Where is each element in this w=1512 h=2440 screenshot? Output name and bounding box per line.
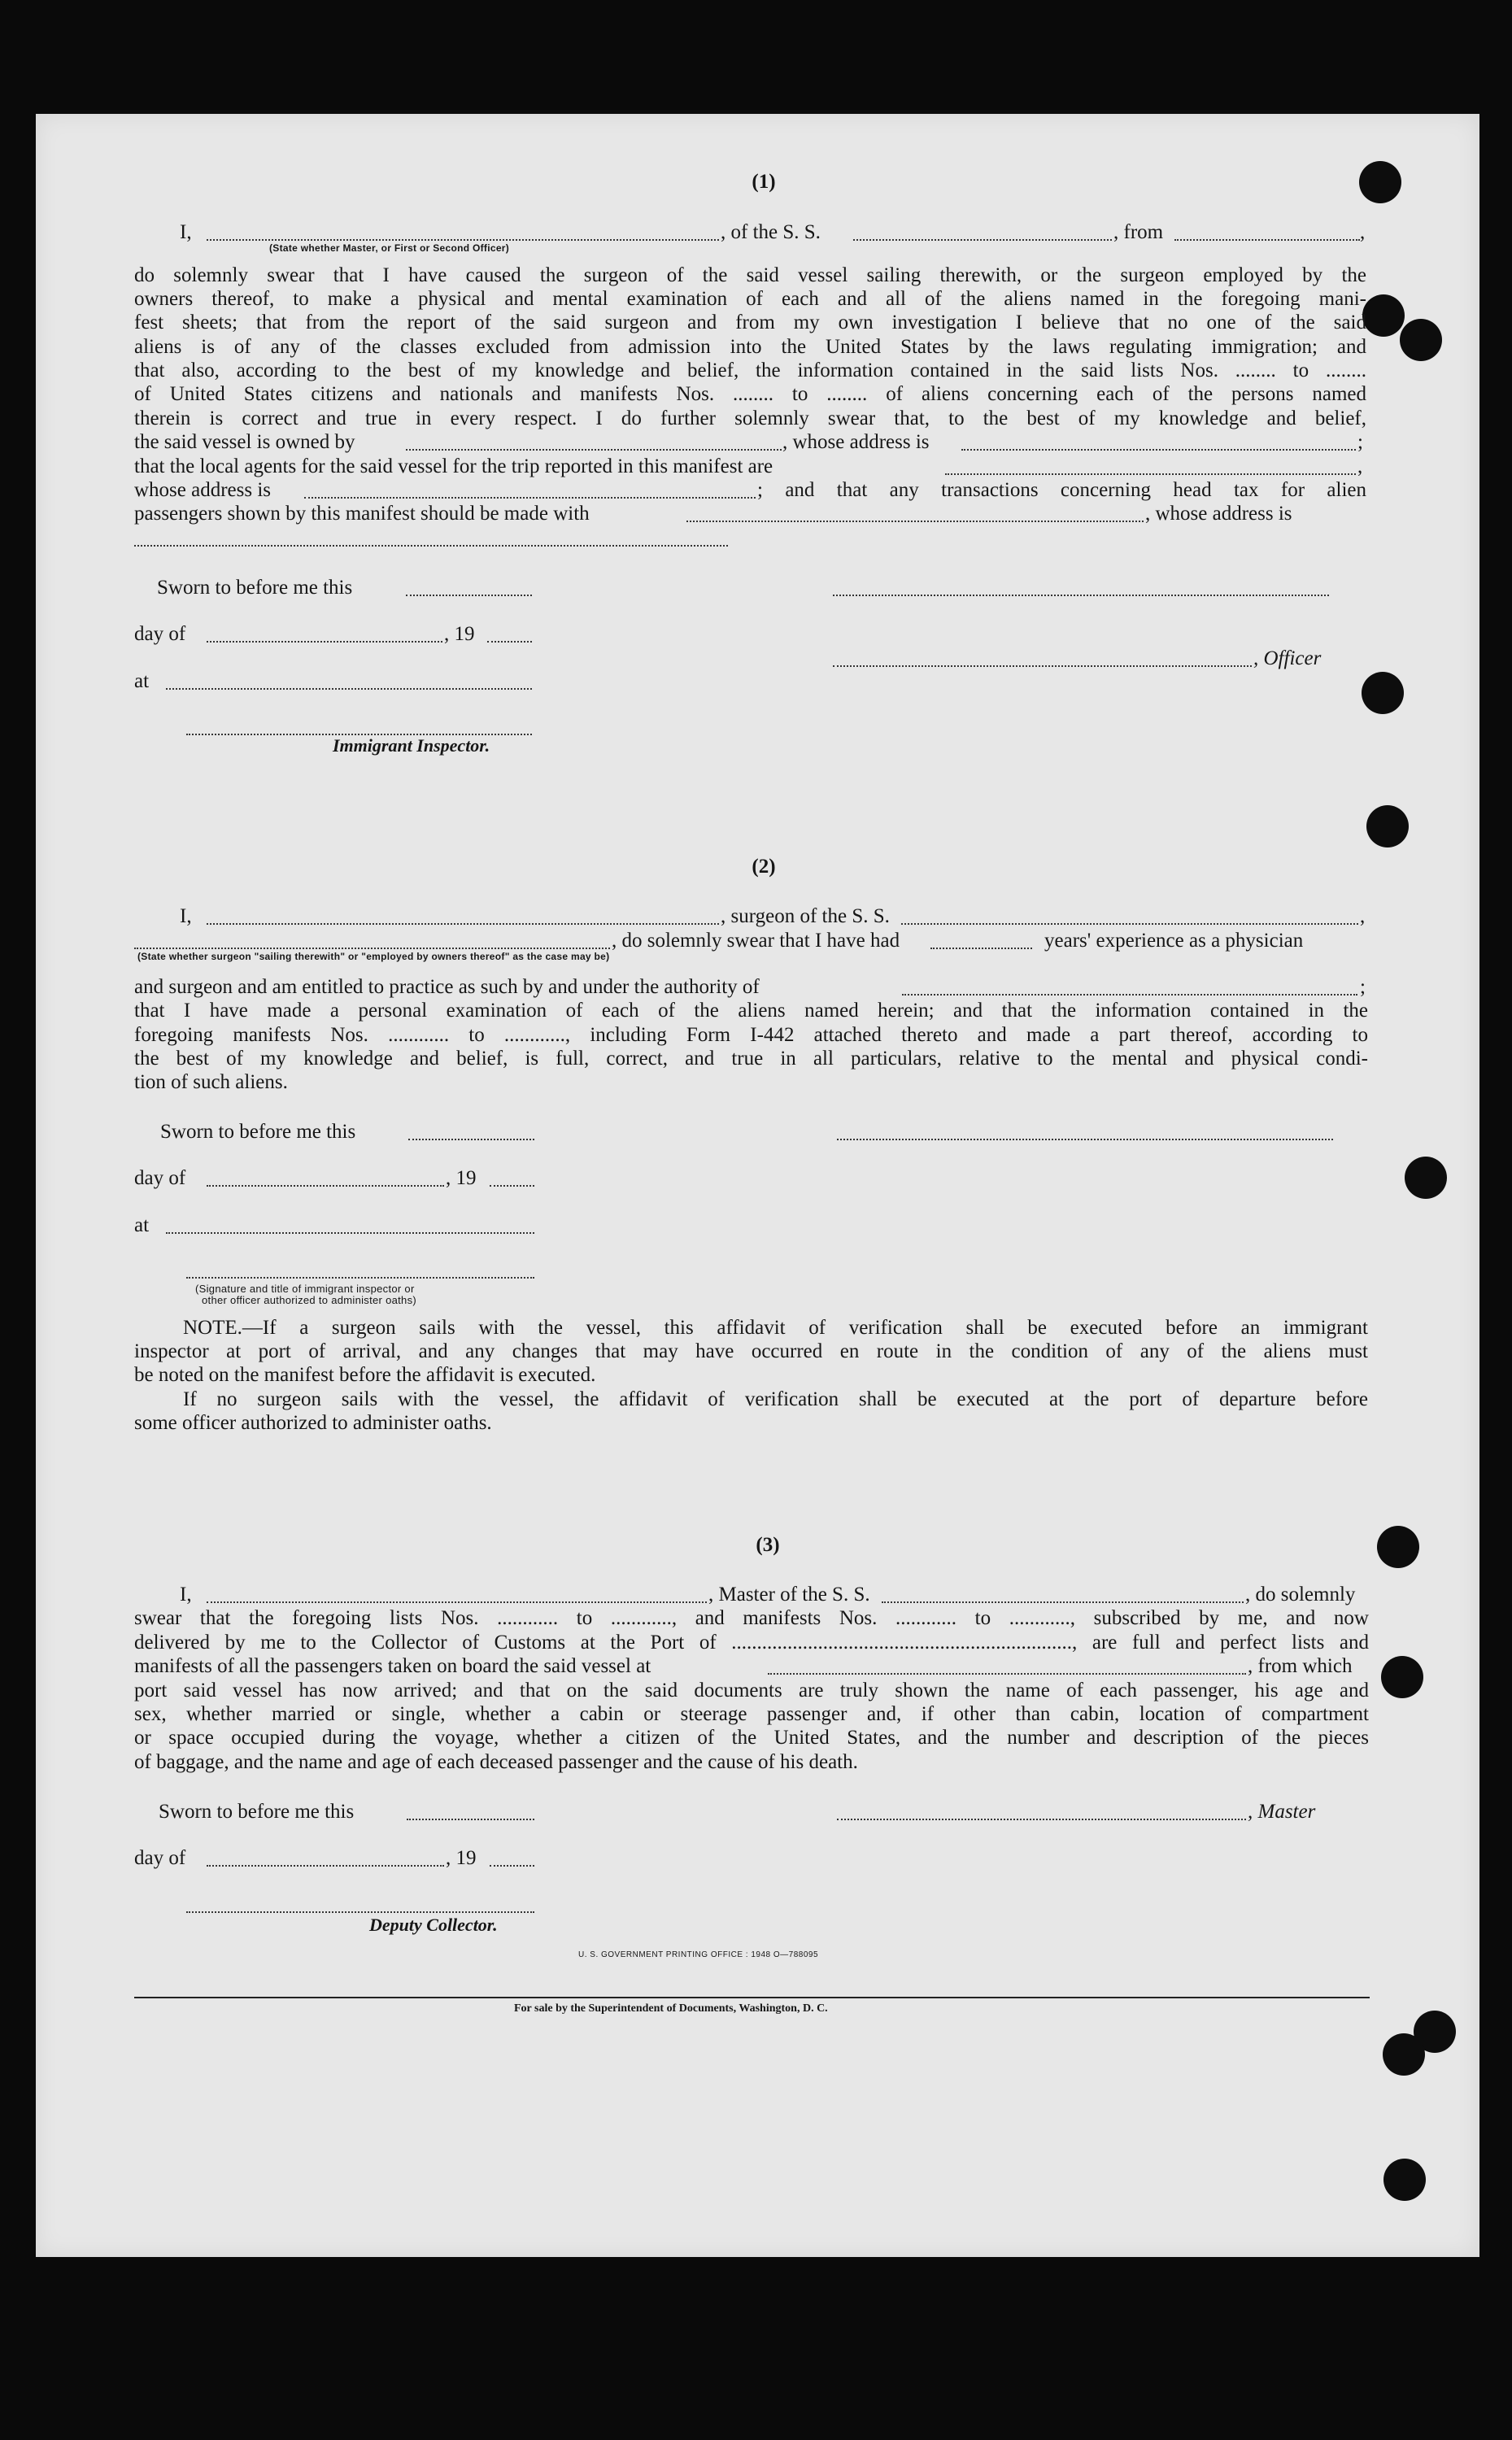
fill-in-line <box>901 923 1358 925</box>
text: , 19 <box>444 623 475 645</box>
text: Sworn to before me this <box>157 577 353 599</box>
punch-hole <box>1359 161 1401 203</box>
section-number: (3) <box>756 1534 780 1556</box>
text: whose address is <box>134 479 272 501</box>
field-note: (State whether surgeon "sailing therewith" or "employed by owners thereof" as the case may be) <box>137 951 610 962</box>
punch-hole <box>1377 1526 1419 1568</box>
text: , whose address is <box>1145 503 1292 525</box>
punch-hole <box>1381 1656 1423 1698</box>
paragraph-line: tion of such aliens. <box>134 1071 288 1093</box>
paragraph-line: therein is correct and true in every respect. I do further solemnly swear that, to the best of my knowledge and belief, <box>134 407 1366 429</box>
signature-caption: Immigrant Inspector. <box>333 735 490 756</box>
text: , whose address is <box>782 431 930 453</box>
signature-caption: (Signature and title of immigrant inspector or <box>195 1283 415 1295</box>
paragraph-line: of United States citizens and nationals and manifests Nos. ........ to ........ of aliens concerning each of the persons named <box>134 383 1366 405</box>
text: at <box>134 670 150 692</box>
fill-in-line <box>134 948 610 949</box>
section-number: (2) <box>752 856 776 878</box>
text: , 19 <box>446 1847 477 1869</box>
signature-line <box>186 1277 534 1279</box>
paragraph-line: swear that the foregoing lists Nos. ............ to ............, and manifests Nos. ............ to ............, subscribed by me, and now <box>134 1607 1369 1629</box>
text: , Officer <box>1253 647 1322 669</box>
fill-in-line <box>768 1673 1246 1675</box>
footer-rule <box>134 1997 1370 1998</box>
fill-in-line <box>961 449 1356 451</box>
signature-line <box>833 665 1252 667</box>
fill-in-line <box>490 1185 534 1187</box>
text: at <box>134 1214 150 1236</box>
printer-imprint: U. S. GOVERNMENT PRINTING OFFICE : 1948 O—788095 <box>578 1950 819 1959</box>
text: ; <box>1357 431 1363 453</box>
paragraph-line: sex, whether married or single, whether a cabin or steerage passenger and, if other than cabin, location of compartment <box>134 1703 1369 1725</box>
paragraph-line: aliens is of any of the classes excluded from admission into the United States by the laws regulating immigration; and <box>134 336 1366 358</box>
text: I, <box>180 221 192 243</box>
fill-in-line <box>930 948 1032 949</box>
text: , do solemnly swear that I have had <box>612 930 900 952</box>
text: , from which <box>1248 1655 1353 1677</box>
text: , Master <box>1248 1801 1316 1823</box>
footer-text: For sale by the Superintendent of Documents, Washington, D. C. <box>514 2002 828 2015</box>
text: , from <box>1113 221 1164 243</box>
paragraph-line: that also, according to the best of my knowledge and belief, the information contained in the said lists Nos. ........ to ........ <box>134 359 1366 381</box>
fill-in-line <box>902 994 1357 996</box>
text: I, <box>180 905 192 927</box>
paragraph-line: delivered by me to the Collector of Customs at the Port of ..................................................................., are full and perfect lists and <box>134 1632 1369 1654</box>
note-line: be noted on the manifest before the affidavit is executed. <box>134 1364 596 1386</box>
paragraph-line: or space occupied during the voyage, whether a citizen of the United States, and the number and description of the pieces <box>134 1727 1369 1749</box>
text: , <box>1360 905 1366 927</box>
note-line: some officer authorized to administer oaths. <box>134 1412 492 1434</box>
fill-in-line <box>207 239 719 241</box>
text: that the local agents for the said vessel for the trip reported in this manifest are <box>134 455 773 477</box>
fill-in-line <box>487 641 532 643</box>
fill-in-line <box>207 923 719 925</box>
text: the said vessel is owned by <box>134 431 355 453</box>
punch-hole <box>1362 672 1404 714</box>
fill-in-line <box>166 1232 534 1234</box>
fill-in-line <box>882 1601 1244 1603</box>
punch-hole <box>1362 294 1405 337</box>
text: I, <box>180 1584 192 1606</box>
text: passengers shown by this manifest should be made with <box>134 503 590 525</box>
paragraph-line: foregoing manifests Nos. ............ to ............, including Form I-442 attached thereto and made a part thereof, according to <box>134 1024 1368 1046</box>
text: , Master of the S. S. <box>708 1584 870 1606</box>
fill-in-line <box>207 1185 444 1187</box>
punch-hole <box>1400 319 1442 361</box>
section-number: (1) <box>752 171 776 193</box>
text: , of the S. S. <box>721 221 821 243</box>
signature-line <box>833 595 1329 596</box>
text: Sworn to before me this <box>160 1121 356 1143</box>
field-note: (State whether Master, or First or Second Officer) <box>269 242 510 254</box>
text: manifests of all the passengers taken on board the said vessel at <box>134 1655 651 1677</box>
note-line: If no surgeon sails with the vessel, the affidavit of verification shall be executed at the port of departure before <box>183 1388 1368 1410</box>
text: years' experience as a physician <box>1044 930 1304 952</box>
paragraph-line: owners thereof, to make a physical and mental examination of each and all of the aliens named in the foregoing mani- <box>134 288 1366 310</box>
signature-line <box>837 1819 1246 1820</box>
fill-in-line <box>166 688 532 690</box>
text: ; and that any transactions concerning head tax for alien <box>757 479 1366 501</box>
text: ; <box>1360 976 1366 998</box>
text: Sworn to before me this <box>159 1801 355 1823</box>
fill-in-line <box>406 449 782 451</box>
fill-in-line <box>408 1139 534 1140</box>
paragraph-line: the best of my knowledge and belief, is full, correct, and true in all particulars, relative to the mental and physical condi- <box>134 1048 1368 1070</box>
fill-in-line <box>207 1865 444 1867</box>
paragraph-line: fest sheets; that from the report of the said surgeon and from my own investigation I believe that no one of the said <box>134 312 1366 333</box>
text: , 19 <box>446 1167 477 1189</box>
fill-in-line <box>207 641 442 643</box>
note-line: NOTE.—If a surgeon sails with the vessel, this affidavit of verification shall be executed before an immigrant <box>183 1317 1368 1339</box>
paragraph-line: of baggage, and the name and age of each deceased passenger and the cause of his death. <box>134 1751 858 1773</box>
fill-in-line <box>945 473 1356 475</box>
fill-in-line <box>134 545 728 547</box>
text: day of <box>134 623 186 645</box>
text: day of <box>134 1847 186 1869</box>
punch-hole <box>1383 2159 1426 2201</box>
paragraph-line: port said vessel has now arrived; and that on the said documents are truly shown the name of each passenger, his age and <box>134 1680 1369 1701</box>
text: day of <box>134 1167 186 1189</box>
fill-in-line <box>1174 239 1360 241</box>
text: , <box>1360 221 1366 243</box>
punch-hole <box>1366 805 1409 847</box>
fill-in-line <box>490 1865 534 1867</box>
signature-line <box>186 1911 534 1913</box>
fill-in-line <box>853 239 1112 241</box>
fill-in-line <box>406 595 532 596</box>
punch-hole <box>1383 2033 1425 2076</box>
fill-in-line <box>686 521 1144 522</box>
punch-hole <box>1405 1157 1447 1199</box>
paragraph-line: that I have made a personal examination of each of the aliens named herein; and that the information contained in the <box>134 1000 1368 1022</box>
fill-in-line <box>304 497 756 499</box>
form-sheet <box>36 114 1479 2257</box>
note-line: inspector at port of arrival, and any changes that may have occurred en route in the condition of any of the aliens must <box>134 1340 1368 1362</box>
text: and surgeon and am entitled to practice as such by and under the authority of <box>134 976 760 998</box>
text: , surgeon of the S. S. <box>721 905 890 927</box>
text: , <box>1357 455 1363 477</box>
paragraph-line: do solemnly swear that I have caused the surgeon of the said vessel sailing therewith, or the surgeon employed by the <box>134 264 1366 286</box>
signature-caption: Deputy Collector. <box>369 1915 498 1935</box>
fill-in-line <box>207 1601 707 1603</box>
fill-in-line <box>407 1819 534 1820</box>
signature-caption: other officer authorized to administer oaths) <box>202 1294 417 1306</box>
signature-line <box>837 1139 1333 1140</box>
text: , do solemnly <box>1245 1584 1356 1606</box>
